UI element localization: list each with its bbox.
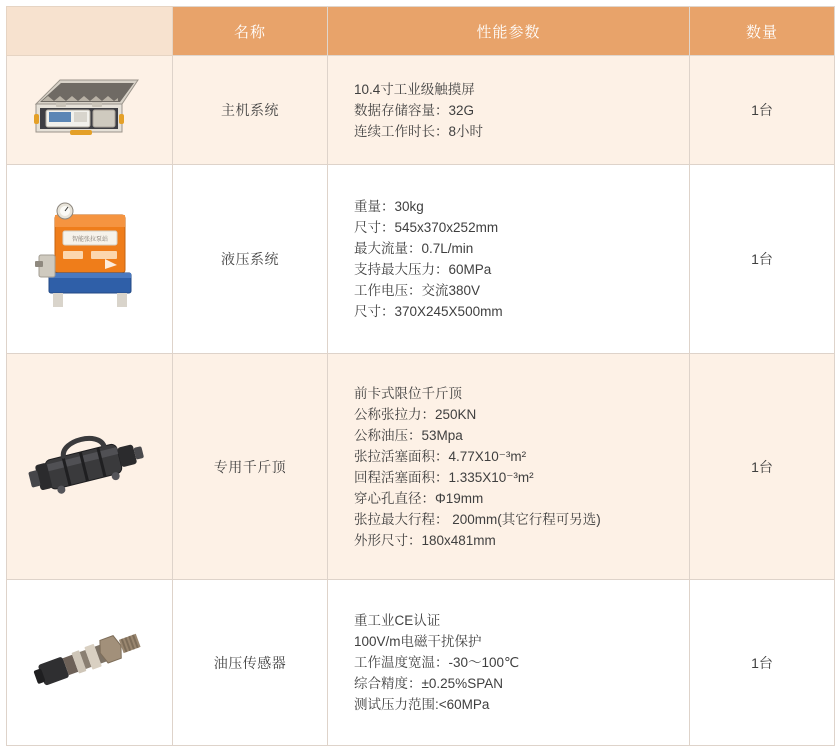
table-row	[7, 165, 835, 354]
table-row	[7, 354, 835, 580]
product-qty: 1台	[690, 580, 835, 746]
product-params	[328, 580, 690, 746]
param-line: 张拉活塞面积：4.77X10⁻³m²	[354, 448, 527, 464]
product-name: 专用千斤顶	[173, 354, 328, 580]
product-image-cell	[7, 165, 173, 354]
table-header-row	[7, 7, 835, 56]
product-params	[328, 165, 690, 354]
param-line: 公称油压：53Mpa	[354, 427, 463, 443]
product-image-cell	[7, 56, 173, 165]
param-line: 穿心孔直径：Φ19mm	[354, 490, 484, 506]
table-header-params: 性能参数	[328, 7, 690, 56]
param-line: 重量：30kg	[354, 199, 424, 214]
product-name: 液压系统	[173, 165, 328, 354]
param-line: 前卡式限位千斤顶	[354, 385, 462, 401]
param-line: 综合精度：±0.25%SPAN	[354, 676, 503, 691]
param-line: 支持最大压力：60MPa	[354, 262, 492, 277]
param-line: 100V/m电磁干扰保护	[354, 634, 482, 649]
param-line: 尺寸：545x370x252mm	[354, 220, 499, 235]
param-line: 重工业CE认证	[354, 613, 441, 628]
param-line: 外形尺寸：180x481mm	[354, 532, 496, 548]
oil-pressure-sensor-photo	[25, 623, 155, 697]
param-line: 工作电压：交流380V	[354, 283, 481, 298]
table-row	[7, 56, 835, 165]
table-header-image	[7, 7, 173, 56]
product-params	[328, 56, 690, 165]
param-line: 测试压力范围:<60MPa	[354, 697, 490, 712]
param-line: 10.4寸工业级触摸屏	[354, 81, 475, 97]
product-image-cell	[7, 354, 173, 580]
param-line: 公称张拉力：250KN	[354, 406, 477, 422]
hydraulic-jack-photo	[20, 424, 160, 504]
table-header-qty: 数量	[690, 7, 835, 56]
product-qty: 1台	[690, 354, 835, 580]
param-line: 张拉最大行程： 200mm(其它行程可另选)	[354, 511, 601, 527]
param-line: 最大流量：0.7L/min	[354, 241, 474, 256]
svg-text:智能张拉泵站: 智能张拉泵站	[71, 236, 108, 243]
param-line: 连续工作时长：8小时	[354, 123, 484, 139]
hydraulic-pump-station-photo	[35, 197, 145, 317]
param-line: 数据存储容量：32G	[354, 102, 475, 118]
table-row	[7, 580, 835, 746]
param-line: 工作温度宽温：-30～100℃	[354, 655, 520, 670]
product-name: 主机系统	[173, 56, 328, 165]
product-name: 油压传感器	[173, 580, 328, 746]
hard-case-controller-photo	[30, 74, 150, 142]
product-params	[328, 354, 690, 580]
param-line: 尺寸：370X245X500mm	[354, 304, 503, 319]
product-qty: 1台	[690, 56, 835, 165]
product-qty: 1台	[690, 165, 835, 354]
param-line: 回程活塞面积：1.335X10⁻³m²	[354, 469, 534, 485]
product-image-cell	[7, 580, 173, 746]
table-header-name: 名称	[173, 7, 328, 56]
specification-table	[6, 6, 835, 746]
